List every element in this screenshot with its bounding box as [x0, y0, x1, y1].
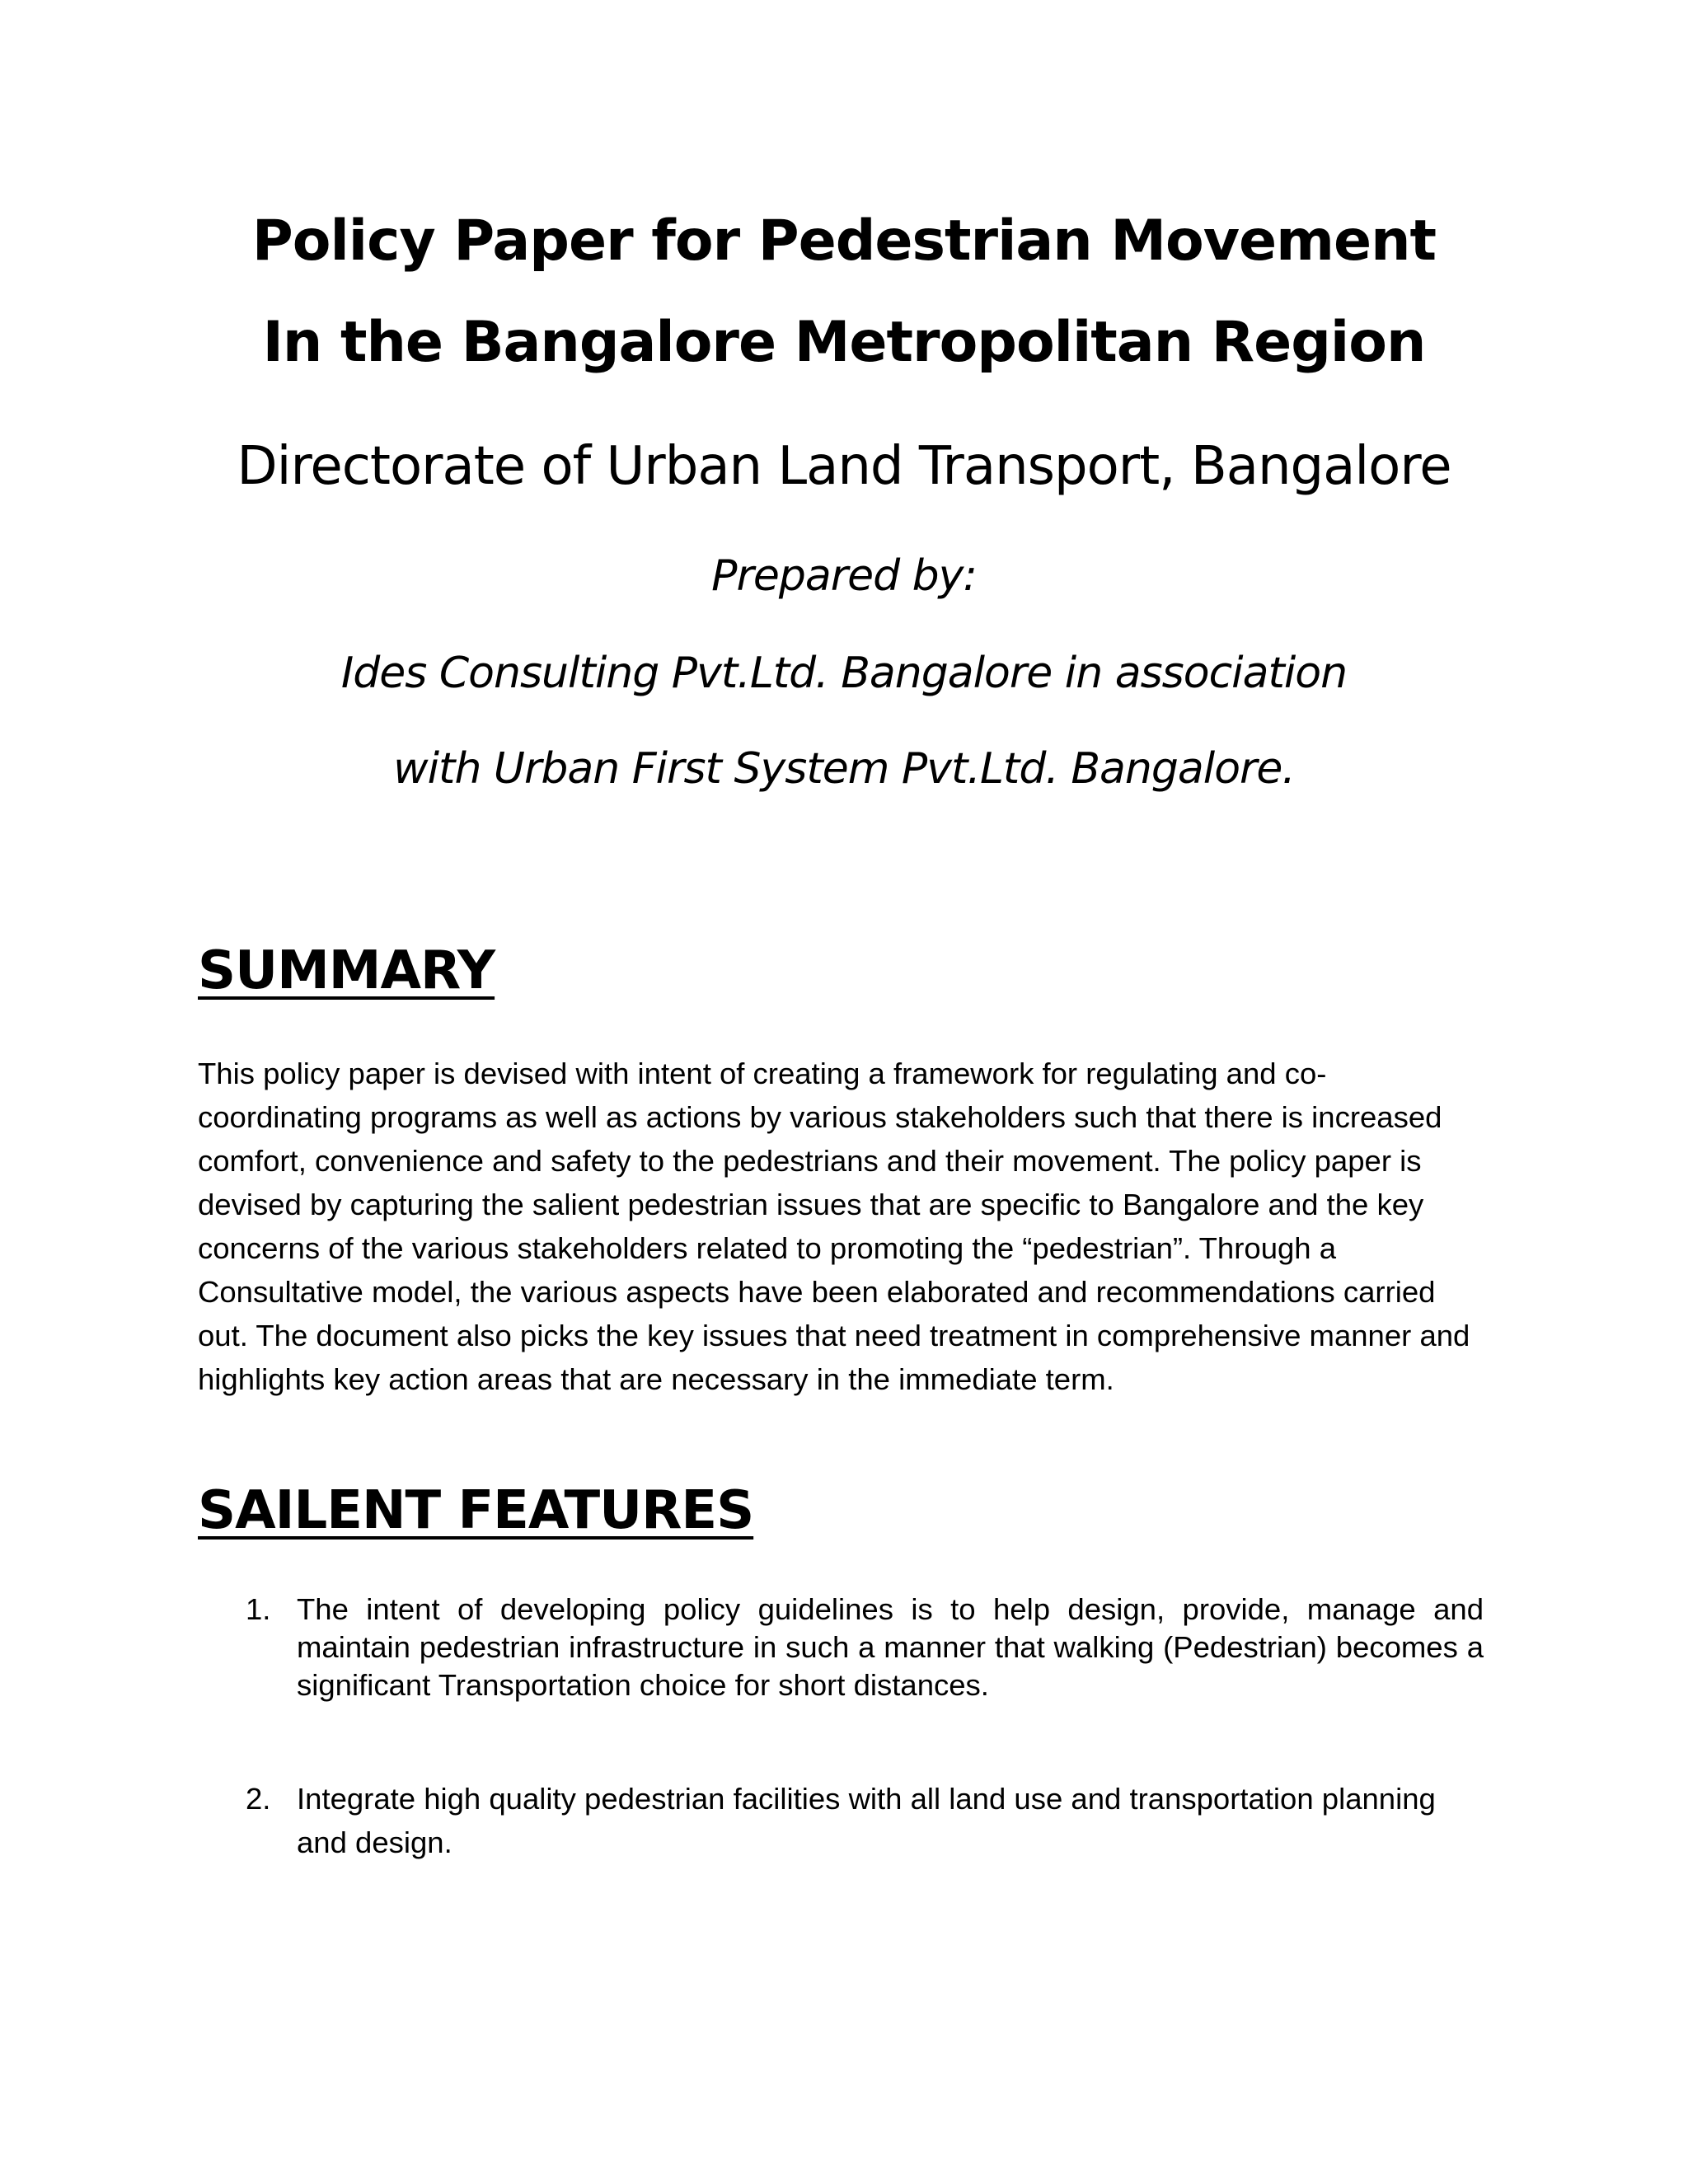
- subtitle: Directorate of Urban Land Transport, Bangalore: [237, 436, 1451, 497]
- title-line-1: Policy Paper for Pedestrian Movement: [251, 209, 1437, 274]
- list-item-number: 1.: [246, 1592, 271, 1626]
- prepared-line-1: Ides Consulting Pvt.Ltd. Bangalore in association: [340, 649, 1348, 698]
- title-line-2: In the Bangalore Metropolitan Region: [262, 310, 1426, 375]
- features-heading: SAILENT FEATURES: [198, 1480, 754, 1541]
- prepared-label: Prepared by:: [711, 551, 977, 601]
- list-item-text: The intent of developing policy guidelines is to help design, provide, manage and maintain pedestrian infrastructure in such a manner that walking (Pedestrian) becomes a significant Transportation choice for short distances.: [297, 1592, 1484, 1702]
- list-item-number: 2.: [246, 1782, 271, 1816]
- prepared-line-2: with Urban First System Pvt.Ltd. Bangalore.: [393, 744, 1295, 794]
- summary-paragraph: This policy paper is devised with intent of creating a framework for regulating and co-coordinating programs as well as actions by various stakeholders such that there is increased comfort, convenience and safety to the pedestrians and their movement. The policy paper is devised by capturing the salient pedestrian issues that are specific to Bangalore and the key concerns of the various stakeholders related to promoting the “pedestrian”. Through a Consultative model, the various aspects have been elaborated and recommendations carried out. The document also picks the key issues that need treatment in comprehensive manner and highlights key action areas that are necessary in the immediate term.: [198, 1057, 1470, 1396]
- list-item-text: Integrate high quality pedestrian facilities with all land use and transportation planning and design.: [297, 1782, 1436, 1859]
- summary-heading: SUMMARY: [198, 940, 495, 1001]
